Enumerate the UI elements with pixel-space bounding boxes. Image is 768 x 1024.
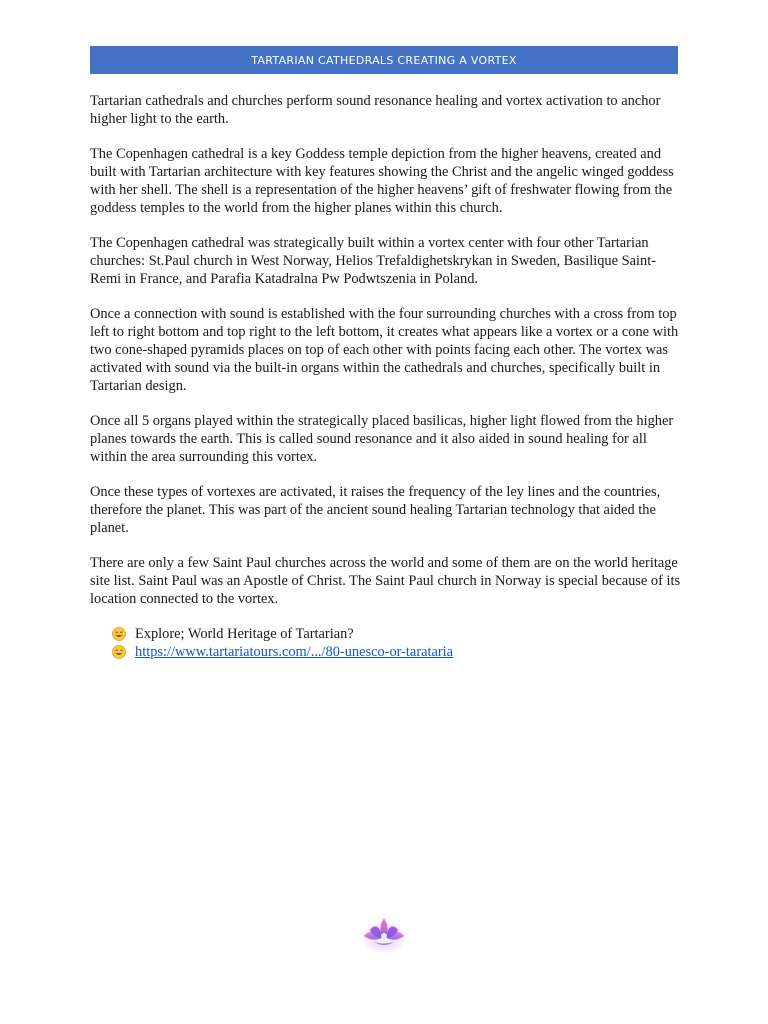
page-title: TARTARIAN CATHEDRALS CREATING A VORTEX: [251, 53, 517, 67]
smiling-face-icon: [112, 645, 126, 659]
paragraph-sound-connection: Once a connection with sound is established with the four surrounding churches with a cross from top left to right bottom and top right to the left bottom, it creates what appears like a vortex or a cone with two cone-shaped pyramids places on top of each other with points facing each other. The vortex was activated with sound via the built-in organs within the cathedrals and churches, specifically built in Tartarian design.: [90, 306, 679, 394]
bullet-text: Explore; World Heritage of Tartarian?: [135, 626, 354, 642]
paragraph-copenhagen-goddess: The Copenhagen cathedral is a key Goddess temple depiction from the higher heavens, created and built with Tartarian architecture with key features showing the Christ and the angelic winged goddess with her shell. The shell is a representation of the higher heavens’ gift of freshwater flowing from the goddess temples to the world from the higher planes within this church.: [90, 146, 674, 216]
paragraph-intro: Tartarian cathedrals and churches perform sound resonance healing and vortex activation to anchor higher light to the earth.: [90, 93, 661, 127]
smiling-face-icon: [112, 627, 126, 641]
paragraph-organs: Once all 5 organs played within the strategically placed basilicas, higher light flowed from the higher planes towards the earth. This is called sound resonance and it also aided in sound healing for all within the area surrounding this vortex.: [90, 413, 674, 465]
page-title-banner: [90, 46, 678, 74]
document-body: [90, 92, 686, 661]
tartariatours-link[interactable]: https://www.tartariatours.com/.../80-unesco-or-tarataria: [135, 644, 454, 660]
lotus-flower-icon: [360, 912, 408, 954]
list-item: [112, 643, 686, 661]
paragraph-ley-lines: Once these types of vortexes are activated, it raises the frequency of the ley lines and the countries, therefore the planet. This was part of the ancient sound healing Tartarian technology that aided the planet.: [90, 484, 661, 536]
paragraph-vortex-center: The Copenhagen cathedral was strategically built within a vortex center with four other Tartarian churches: St.Paul church in West Norway, Helios Trefaldighetskrykan in Sweden, Basilique Saint-Remi in France, and Parafia Katadralna Pw Podwtszenia in Poland.: [90, 235, 656, 287]
paragraph-saint-paul: There are only a few Saint Paul churches across the world and some of them are on the world heritage site list. Saint Paul was an Apostle of Christ. The Saint Paul church in Norway is special because of its location connected to the vortex.: [90, 555, 681, 607]
bullet-list: [90, 625, 686, 661]
list-item: [112, 625, 686, 643]
